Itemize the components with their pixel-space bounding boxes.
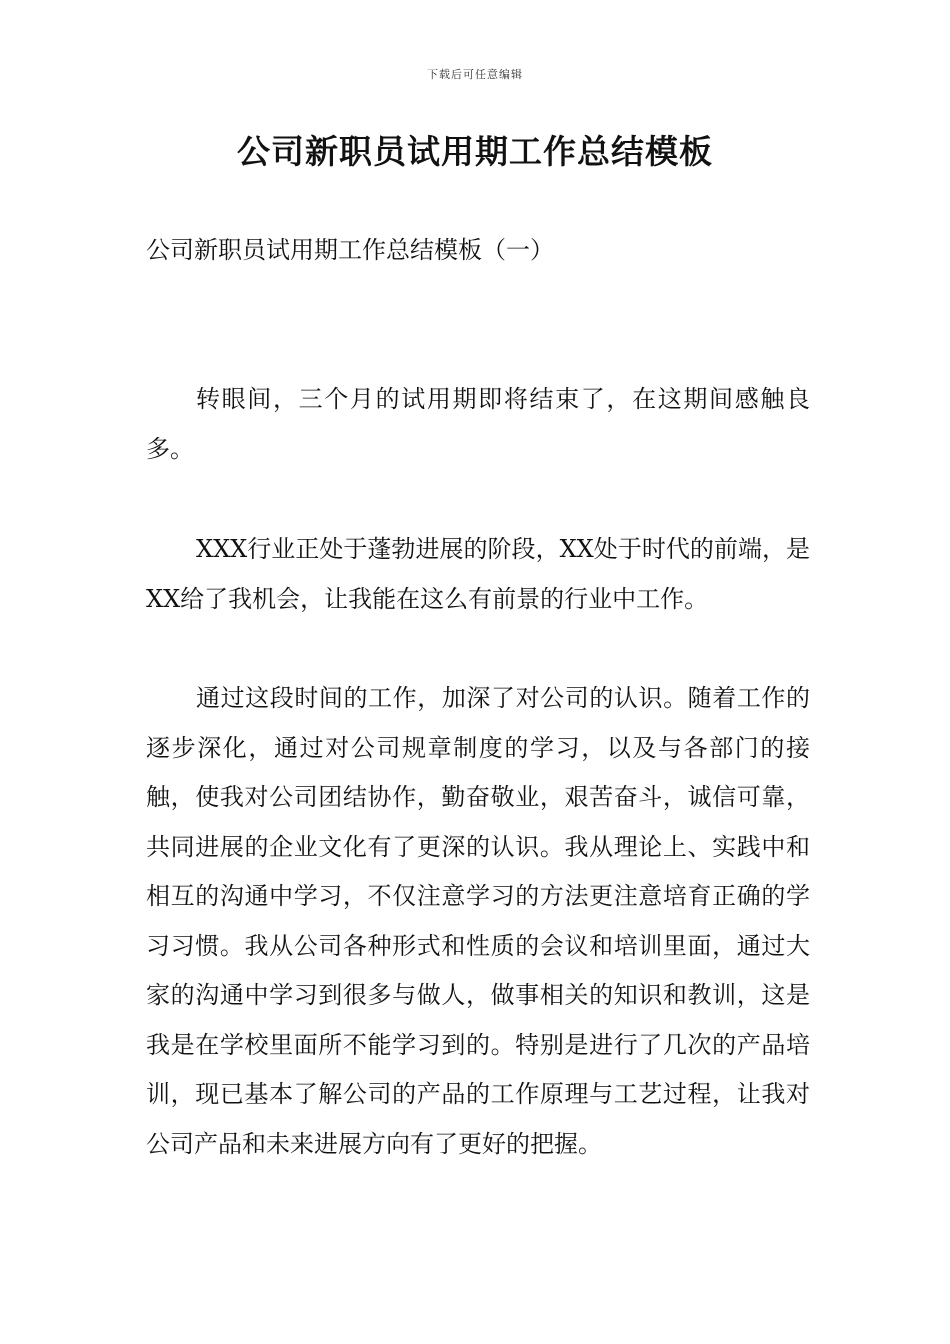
paragraph-2: XXX行业正处于蓬勃进展的阶段，XX处于时代的前端，是XX给了我机会，让我能在这么有前景的行业中工作。 bbox=[146, 535, 810, 613]
section-subtitle: 公司新职员试用期工作总结模板（一） bbox=[146, 236, 554, 264]
document-title: 公司新职员试用期工作总结模板 bbox=[237, 132, 713, 171]
header-note: 下载后可任意编辑 bbox=[427, 68, 523, 81]
paragraph-3: 通过这段时间的工作，加深了对公司的认识。随着工作的逐步深化，通过对公司规章制度的学习，以及与各部门的接触，使我对公司团结协作，勤奋敬业，艰苦奋斗，诚信可靠，共同进展的企业文化有了更深的认识。我从理论上、实践中和相互的沟通中学习，不仅注意学习的方法更注意培育正确的学习习惯。我从公司各种形式和性质的会议和培训里面，通过大家的沟通中学习到很多与做人，做事相关的知识和教训，这是我是在学校里面所不能学习到的。特别是进行了几次的产品培训，现已基本了解公司的产品的工作原理与工艺过程，让我对公司产品和未来进展方向有了更好的把握。 bbox=[146, 684, 810, 1158]
paragraph-1: 转眼间，三个月的试用期即将结束了，在这期间感触良多。 bbox=[146, 385, 810, 463]
